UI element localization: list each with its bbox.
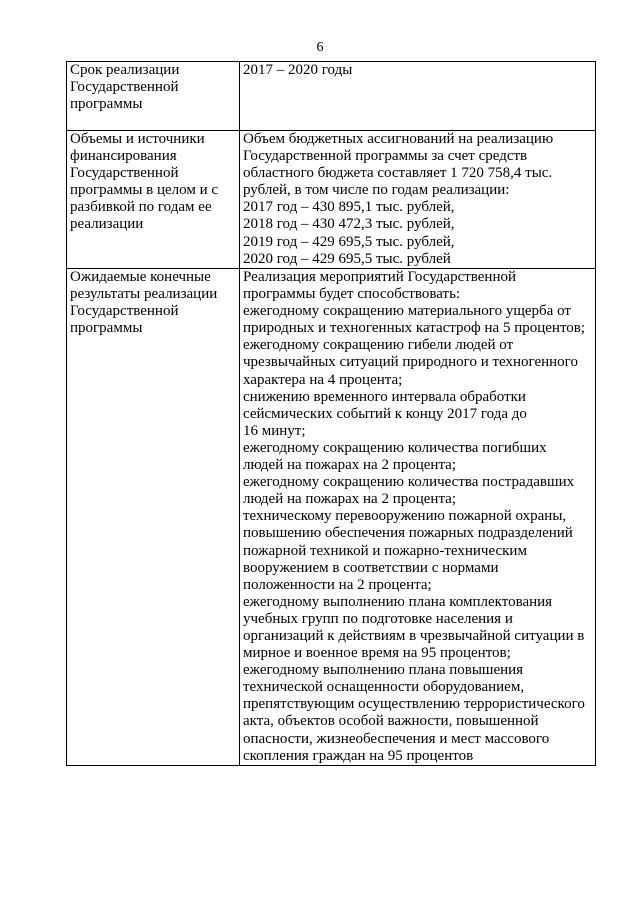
text-line: ежегодному сокращению количества погибших (243, 439, 547, 456)
value-cell-term (240, 62, 596, 131)
text-line: 16 минут; (243, 422, 306, 439)
text-line: пожарной техникой и пожарно-техническим (243, 542, 527, 559)
label-cell-results (67, 269, 240, 766)
value-cell-results (240, 269, 596, 766)
text-line: Государственной (70, 79, 179, 96)
text-line: Объемы и источники (70, 131, 205, 147)
text-line: вооружением в соответствии с нормами (243, 559, 499, 576)
text-line: акта, объектов особой важности, повышенной (243, 713, 539, 730)
text-line: Реализация мероприятий Государственной (243, 269, 517, 285)
text-line: природных и техногенных катастроф на 5 процентов; (243, 320, 586, 337)
text-line: препятствующим осуществлению террористического (243, 696, 585, 713)
text-line: чрезвычайных ситуаций природного и техногенного (243, 354, 578, 371)
text-line: результаты реализации (70, 286, 218, 303)
text-line: Государственной (70, 165, 179, 182)
text-line: программы (70, 320, 143, 337)
text-line: Государственной (70, 303, 179, 320)
text-line: областного бюджета составляет 1 720 758,4 тыс. (243, 165, 553, 182)
text-line: ежегодному сокращению материального ущерба от (243, 303, 571, 320)
text-line: Объем бюджетных ассигнований на реализацию (243, 131, 554, 147)
label-cell-financing (67, 131, 240, 269)
text-line: учебных групп по подготовке населения и (243, 610, 513, 627)
table-row (67, 269, 596, 766)
value-cell-financing (240, 131, 596, 269)
text-line: 2019 год – 429 695,5 тыс. рублей, (243, 233, 455, 250)
text-line: 2017 – 2020 годы (243, 62, 353, 78)
text-line: 2017 год – 430 895,1 тыс. рублей, (243, 199, 455, 216)
text-line: техническому перевооружению пожарной охраны, (243, 508, 567, 525)
text-line: снижению временного интервала обработки (243, 388, 526, 405)
text-line: положенности на 2 процента; (243, 576, 432, 593)
text-line: Государственной программы за счет средств (243, 148, 528, 165)
text-line: скопления граждан на 95 процентов (243, 747, 474, 764)
text-line: мирное и военное время на 95 процентов; (243, 645, 511, 662)
text-line: сейсмических событий к концу 2017 года до (243, 405, 527, 422)
text-line: опасности, жизнеобеспечения и мест массового (243, 730, 550, 747)
text-line: ежегодному сокращению гибели людей от (243, 337, 514, 354)
text-line: программы в целом и с (70, 182, 219, 199)
text-line: технической оснащенности оборудованием, (243, 679, 525, 696)
table-row (67, 131, 596, 269)
text-line: повышению обеспечения пожарных подразделений (243, 525, 573, 542)
text-line: программы (70, 96, 143, 113)
text-line: ежегодному сокращению количества пострадавших (243, 474, 575, 491)
text-line: разбивкой по годам ее (70, 199, 212, 216)
text-line: ежегодному выполнению плана повышения (243, 662, 524, 679)
text-line: рублей, в том числе по годам реализации: (243, 182, 510, 199)
program-passport-table (66, 61, 596, 766)
text-line: Срок реализации (70, 62, 180, 78)
page-number: 6 (316, 40, 324, 55)
table-row (67, 62, 596, 131)
text-line: людей на пожарах на 2 процента; (243, 491, 457, 508)
text-line: 2020 год – 429 695,5 тыс. рублей (243, 250, 451, 267)
text-line: организаций к действиям в чрезвычайной ситуации в (243, 627, 585, 644)
text-line: ежегодному выполнению плана комплектования (243, 593, 553, 610)
text-line: характера на 4 процента; (243, 371, 403, 388)
text-line: реализации (70, 216, 144, 233)
text-line: Ожидаемые конечные (70, 269, 211, 285)
text-line: 2018 год – 430 472,3 тыс. рублей, (243, 216, 455, 233)
text-line: финансирования (70, 148, 177, 165)
text-line: программы будет способствовать: (243, 286, 461, 303)
text-line: людей на пожарах на 2 процента; (243, 457, 457, 474)
label-cell-term (67, 62, 240, 131)
